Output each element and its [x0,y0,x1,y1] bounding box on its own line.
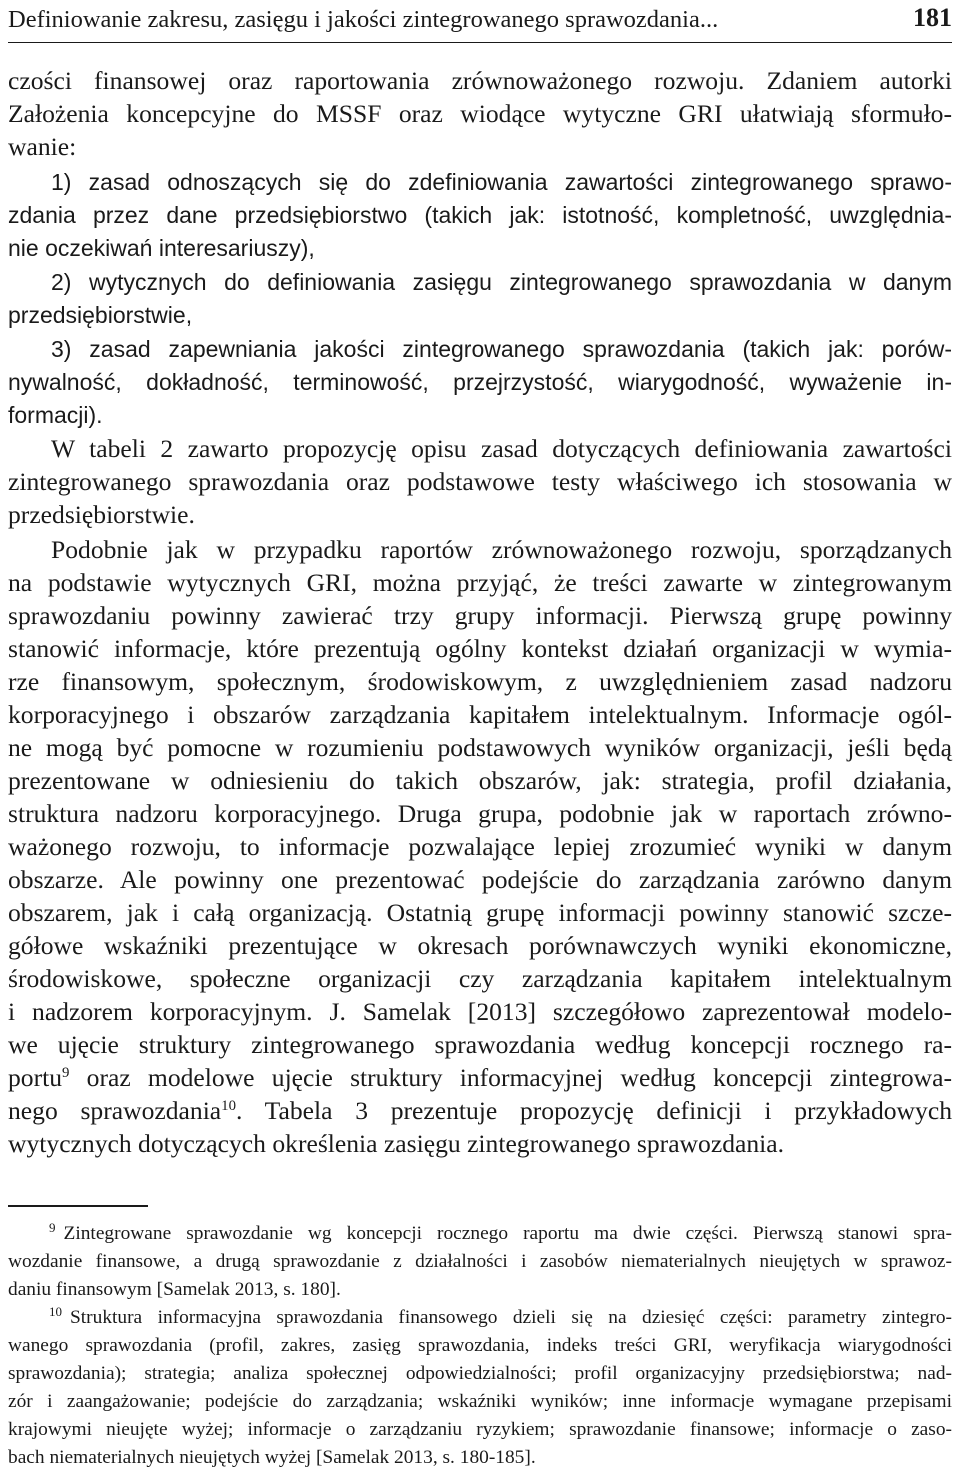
text-run: nego sprawozdania [8,1096,222,1125]
list-line: zdania przez dane przedsiębiorstwo (takich jak: istotność, kompletność, uwzględnia- [8,202,952,228]
text-run: . Tabela 3 prezentuje propozycję definicji i przykładowych [236,1096,952,1125]
paragraph-line: gółowe wskaźniki prezentujące w okresach porównawczych wyniki ekonomiczne, [8,931,952,960]
paragraph-line: sprawozdaniu powinny zawierać trzy grupy informacji. Pierwszą grupę powinny [8,601,952,630]
list-line: przedsiębiorstwie, [8,302,193,328]
text-run: oraz modelowe ujęcie struktury informacyjnej według koncepcji zintegrowa- [69,1063,952,1092]
body-line: wanie: [8,132,77,161]
footnote-line: krajowymi nieujęte wyżej; informacje o zarządzaniu ryzykiem; sprawozdanie finansowe; informacje o zaso- [8,1419,952,1440]
paragraph-line: Podobnie jak w przypadku raportów zrównoważonego rozwoju, sporządzanych [51,535,952,564]
paragraph-line: przedsiębiorstwie. [8,500,195,529]
paragraph-line: na podstawie wytycznych GRI, można przyjąć, że treści zawarte w zintegrowanym [8,568,952,597]
list-item-2: 2) wytycznych do definiowania zasięgu zintegrowanego sprawozdania w danym [51,269,952,295]
footnote-ref-10[interactable]: 10 [221,1097,236,1114]
list-item-3: 3) zasad zapewniania jakości zintegrowanego sprawozdania (takich jak: porów- [51,336,952,362]
running-header [8,0,952,43]
paragraph-line: W tabeli 2 zawarto propozycję opisu zasad dotyczących definiowania zawartości [51,434,952,463]
list-line: nie oczekiwań interesariuszy), [8,235,315,261]
paragraph-line: środowiskowe, społeczne organizacji czy zarządzania kapitałem intelektualnym [8,964,952,993]
footnote-ref-9[interactable]: 9 [62,1064,70,1081]
footnote-9 [8,1221,952,1247]
body-line: Założenia koncepcyjne do MSSF oraz wiodące wytyczne GRI ułatwiają sformuło- [8,99,952,128]
paragraph-line: ne mogą być pomocne w rozumieniu podstawowych wyników organizacji, jeśli będą [8,733,952,762]
paragraph-line: ważonego rozwoju, to informacje pozwalające lepiej zrozumieć wyniki w danym [8,832,952,861]
paragraph-line: struktura nadzoru korporacyjnego. Druga grupa, podobnie jak w raportach zrówno- [8,799,952,828]
footnote-line: bach niematerialnych nieujętych wyżej [Samelak 2013, s. 180-185]. [8,1447,536,1468]
page-number: 181 [913,3,952,32]
text-run: portu [8,1063,63,1092]
footnote-number: 9 [49,1220,56,1235]
body-line: czości finansowej oraz raportowania zrównoważonego rozwoju. Zdaniem autorki [8,66,952,95]
list-line: nywalność, dokładność, terminowość, przejrzystość, wiarygodność, wyważenie in- [8,369,952,395]
footnote-line: sprawozdania); strategia; analiza społecznej odpowiedzialności; profil organizacyjny przedsiębiorstwa; nad- [8,1363,952,1384]
paragraph-line: stanowić informacje, które prezentują ogólny kontekst działań organizacji w wymia- [8,634,952,663]
list-item-1: 1) zasad odnoszących się do zdefiniowania zawartości zintegrowanego sprawo- [51,169,952,195]
footnote-line: wozdanie finansowe, a drugą sprawozdanie z działalności i zasobów niematerialnych nieujętych w sprawoz- [8,1251,952,1272]
footnote-number: 10 [49,1304,62,1319]
footnote-10 [8,1305,952,1331]
paragraph-line: prezentowane w odniesieniu do takich obszarów, jak: strategia, profil działania, [8,766,952,795]
footnote-separator [8,1205,148,1207]
footnote-line: daniu finansowym [Samelak 2013, s. 180]. [8,1279,341,1300]
paragraph-line: we ujęcie struktury zintegrowanego sprawozdania według koncepcji rocznego ra- [8,1030,952,1059]
document-page [8,0,952,1479]
paragraph-line: i nadzorem korporacyjnym. J. Samelak [2013] szczegółowo zaprezentował modelo- [8,997,952,1026]
paragraph-line: zintegrowanego sprawozdania oraz podstawowe testy właściwego ich stosowania w [8,467,952,496]
running-title: Definiowanie zakresu, zasięgu i jakości zintegrowanego sprawozdania... [8,6,719,33]
paragraph-line: obszarze. Ale powinny one prezentować podejście do zarządzania zarówno danym [8,865,952,894]
paragraph-line [8,1094,952,1127]
paragraph-line [8,1061,952,1094]
paragraph-line: wytycznych dotyczących określenia zasięgu zintegrowanego sprawozdania. [8,1129,785,1158]
list-line: formacji). [8,402,103,428]
footnote-text: Zintegrowane sprawozdanie wg koncepcji rocznego raportu ma dwie części. Pierwszą stanowi spra- [63,1223,952,1244]
footnote-line: wanego sprawozdania (profil, zakres, zasięg sprawozdania, indeks treści GRI, weryfikacja wiarygodności [8,1335,952,1356]
paragraph-line: korporacyjnego i obszarów zarządzania kapitałem intelektualnym. Informacje ogól- [8,700,952,729]
paragraph-line: obszarem, jak i całą organizacją. Ostatnią grupę informacji powinny stanowić szcze- [8,898,952,927]
paragraph-line: rze finansowym, społecznym, środowiskowym, z uwzględnieniem zasad nadzoru [8,667,952,696]
footnote-text: Struktura informacyjna sprawozdania finansowego dzieli się na dziesięć części: parametry zintegro- [70,1307,952,1328]
footnote-line: zór i zaangażowanie; podejście do zarządzania; wskaźniki wyników; inne informacje wymagane przepisami [8,1391,952,1412]
